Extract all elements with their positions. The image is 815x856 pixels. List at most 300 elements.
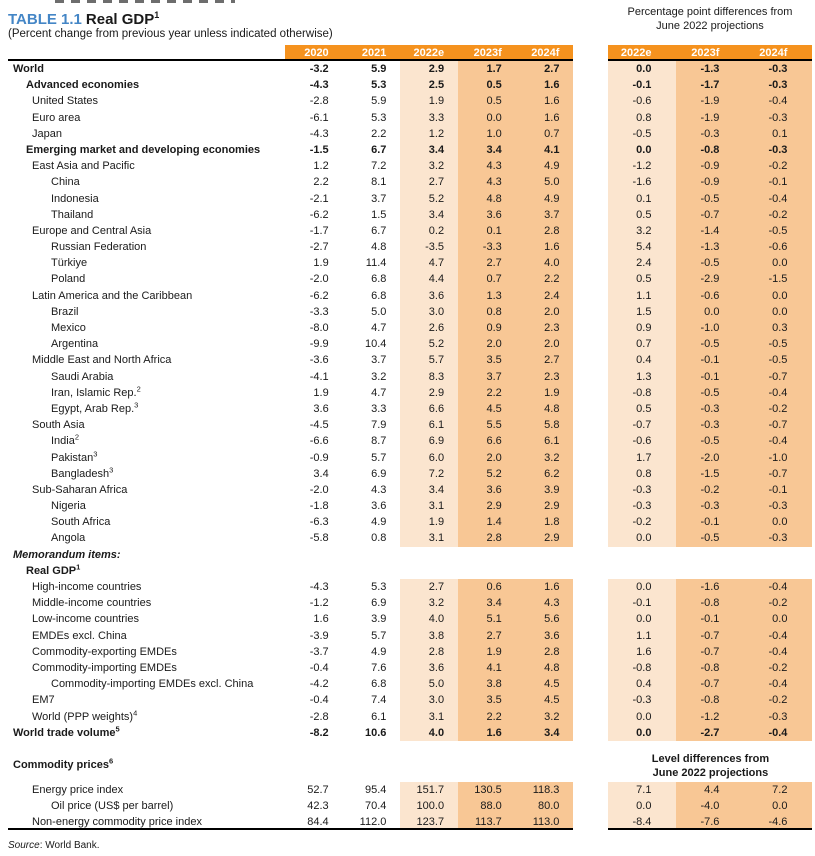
table-gap <box>573 676 608 692</box>
value-cell: 6.9 <box>371 467 387 480</box>
diff-cell: 0.0 <box>608 725 676 741</box>
row-label: Japan <box>32 127 62 140</box>
value-cell: 3.8 <box>400 628 458 644</box>
empty-cell <box>608 547 676 563</box>
diff-cell: 1.1 <box>608 628 676 644</box>
value-cell: 3.2 <box>400 158 458 174</box>
diff-cell: -0.1 <box>608 77 676 93</box>
table-gap <box>573 498 608 514</box>
diff-year-column-header: 2024f <box>744 45 812 61</box>
table-gap <box>573 725 608 741</box>
diff-year-column-header: 2023f <box>676 45 744 61</box>
value-cell: 42.3 <box>307 800 329 813</box>
value-cell: 4.4 <box>400 271 458 287</box>
table-gap <box>573 142 608 158</box>
value-cell: 3.6 <box>313 402 329 415</box>
value-cell: -5.8 <box>309 532 329 545</box>
table-gap <box>573 271 608 287</box>
value-cell: 3.2 <box>400 595 458 611</box>
value-cell: -3.7 <box>309 645 329 658</box>
empty-cell <box>343 547 401 563</box>
row-label: Saudi Arabia <box>51 370 114 383</box>
table-row <box>8 450 815 466</box>
value-cell: 1.9 <box>458 644 516 660</box>
value-cell: -2.7 <box>309 241 329 254</box>
value-cell: 3.9 <box>516 482 574 498</box>
value-cell: -6.6 <box>309 435 329 448</box>
table-gap <box>573 628 608 644</box>
value-cell: 6.1 <box>516 433 574 449</box>
value-cell: 2.0 <box>458 450 516 466</box>
diff-year-column-header: 2022e <box>608 45 676 61</box>
value-cell: -1.7 <box>309 224 329 237</box>
value-cell: 2.6 <box>400 320 458 336</box>
value-cell: 0.6 <box>458 579 516 595</box>
row-label: Non-energy commodity price index <box>8 814 285 830</box>
value-cell: 2.5 <box>400 77 458 93</box>
diff-cell: -0.5 <box>676 433 744 449</box>
value-cell: 52.7 <box>307 783 329 796</box>
value-cell: 4.8 <box>516 660 574 676</box>
footnote-marker: 6 <box>108 756 114 766</box>
table-row <box>8 126 815 142</box>
table-row <box>8 644 815 660</box>
table-row <box>8 401 815 417</box>
value-cell: 5.1 <box>458 611 516 627</box>
diff-cell: 0.0 <box>676 304 744 320</box>
row-label: World trade volume$^5$ <box>13 724 120 739</box>
value-cell: 5.2 <box>400 336 458 352</box>
diff-cell: -0.3 <box>608 498 676 514</box>
table-gap <box>573 61 608 77</box>
diff-cell: 0.5 <box>608 401 676 417</box>
value-cell: 0.5 <box>458 77 516 93</box>
value-cell: 2.0 <box>516 336 574 352</box>
value-cell: 4.1 <box>516 142 574 158</box>
row-label: Mexico <box>51 322 86 334</box>
value-cell: 0.2 <box>400 223 458 239</box>
value-cell: 5.6 <box>516 611 574 627</box>
table-gap <box>573 433 608 449</box>
table-row <box>8 709 815 725</box>
value-cell: 3.6 <box>458 207 516 223</box>
value-cell: -6.2 <box>309 289 329 302</box>
value-cell: -6.1 <box>309 111 329 124</box>
value-cell: 3.6 <box>516 628 574 644</box>
diff-cell: 0.0 <box>744 304 812 320</box>
value-cell: 1.6 <box>516 579 574 595</box>
table-row <box>8 611 815 627</box>
table-gap <box>573 547 608 563</box>
footnote-marker: 3 <box>134 400 139 410</box>
diff-cell: -0.5 <box>744 336 812 352</box>
diff-cell: -0.3 <box>676 126 744 142</box>
diff-cell: -0.4 <box>744 579 812 595</box>
value-cell: 84.4 <box>285 814 343 830</box>
table-row <box>8 223 815 239</box>
table-gap <box>573 530 608 546</box>
value-cell: 4.7 <box>371 386 387 399</box>
value-cell: 3.0 <box>400 692 458 708</box>
value-cell: 2.9 <box>516 498 574 514</box>
table-gap <box>573 385 608 401</box>
value-cell: 1.9 <box>400 93 458 109</box>
value-cell: -0.9 <box>309 451 329 464</box>
table-gap <box>573 749 608 782</box>
value-cell: 0.5 <box>458 93 516 109</box>
diff-cell: 0.0 <box>744 611 812 627</box>
value-cell: 113.0 <box>516 814 574 830</box>
diff-cell: -0.1 <box>744 174 812 190</box>
diff-cell: -0.4 <box>744 385 812 401</box>
footnote-marker: 3 <box>109 465 114 475</box>
row-label: Latin America and the Caribbean <box>32 289 193 302</box>
diff-cell: -1.7 <box>676 77 744 93</box>
diff-cell: 0.4 <box>608 352 676 368</box>
diff-cell: -0.5 <box>744 223 812 239</box>
table-gap <box>573 288 608 304</box>
diff-cell: -0.3 <box>744 110 812 126</box>
table-row <box>8 725 815 741</box>
diff-cell: -0.3 <box>744 77 812 93</box>
table-gap <box>573 417 608 433</box>
table-row <box>8 692 815 708</box>
diff-cell: -0.1 <box>608 595 676 611</box>
diff-cell: -0.3 <box>744 530 812 546</box>
table-row <box>8 498 815 514</box>
value-cell: 151.7 <box>400 782 458 798</box>
row-label: Oil price (US$ per barrel) <box>51 800 174 813</box>
table-gap <box>573 563 608 579</box>
table-gap <box>573 369 608 385</box>
diff-cell: 0.0 <box>608 709 676 725</box>
value-cell: 4.8 <box>516 401 574 417</box>
diff-cell: -0.7 <box>608 417 676 433</box>
diff-panel-header <box>596 6 815 33</box>
table-gap <box>573 644 608 660</box>
value-cell: 6.1 <box>400 417 458 433</box>
table-row <box>8 660 815 676</box>
table-gap <box>573 93 608 109</box>
value-cell: -4.2 <box>309 678 329 691</box>
diff-cell: -1.9 <box>676 110 744 126</box>
value-cell: 1.9 <box>400 514 458 530</box>
value-cell: 1.2 <box>400 126 458 142</box>
table-gap <box>573 110 608 126</box>
diff-cell: -2.7 <box>676 725 744 741</box>
table-row <box>8 142 815 158</box>
value-cell: 88.0 <box>458 798 516 814</box>
value-cell: -8.2 <box>309 726 329 739</box>
table-gap <box>573 514 608 530</box>
value-cell: 3.6 <box>400 288 458 304</box>
value-cell: 3.4 <box>400 142 458 158</box>
value-cell: 3.7 <box>516 207 574 223</box>
value-cell: 6.8 <box>371 273 387 286</box>
table-row <box>8 271 815 287</box>
diff-cell: -1.5 <box>744 271 812 287</box>
value-cell: 118.3 <box>516 782 574 798</box>
value-cell: 7.2 <box>400 466 458 482</box>
level-differences-note-line: Level differences from <box>651 752 770 765</box>
row-label: Nigeria <box>51 500 86 513</box>
table-gap <box>573 255 608 271</box>
empty-cell <box>676 563 744 579</box>
diff-cell: -1.9 <box>676 93 744 109</box>
value-cell: 5.9 <box>371 95 387 108</box>
value-cell: 5.5 <box>458 417 516 433</box>
value-cell: 1.0 <box>458 126 516 142</box>
footnote-marker: 2 <box>136 384 141 394</box>
table-gap <box>573 692 608 708</box>
value-cell: 3.7 <box>371 354 387 367</box>
diff-cell: -2.0 <box>676 450 744 466</box>
diff-cell: -1.6 <box>608 174 676 190</box>
diff-cell: -0.3 <box>608 482 676 498</box>
row-label: World <box>13 63 44 75</box>
row-label: China <box>51 176 80 189</box>
value-cell: 3.5 <box>458 352 516 368</box>
diff-cell: 0.8 <box>608 466 676 482</box>
diff-cell: 3.2 <box>608 223 676 239</box>
diff-cell: -0.1 <box>676 514 744 530</box>
value-cell: 2.7 <box>400 579 458 595</box>
value-cell: -3.9 <box>309 629 329 642</box>
diff-cell: -0.2 <box>744 595 812 611</box>
diff-cell: -1.4 <box>676 223 744 239</box>
value-cell: 2.3 <box>516 369 574 385</box>
value-cell: 6.8 <box>371 678 387 691</box>
row-label: Argentina <box>51 338 99 351</box>
value-cell: -6.2 <box>309 208 329 221</box>
row-label: Thailand <box>51 208 94 221</box>
value-cell: 70.4 <box>364 800 387 813</box>
empty-cell <box>400 563 458 579</box>
diff-cell: -1.0 <box>676 320 744 336</box>
value-cell: -0.4 <box>309 661 329 674</box>
diff-cell: -0.3 <box>744 709 812 725</box>
diff-cell: 2.4 <box>608 255 676 271</box>
diff-cell: 0.0 <box>608 142 676 158</box>
empty-cell <box>744 547 812 563</box>
value-cell: 2.7 <box>458 255 516 271</box>
value-cell: 6.2 <box>516 466 574 482</box>
row-label: Emerging market and developing economies <box>26 143 261 156</box>
value-cell: 4.8 <box>371 241 387 254</box>
row-label: Pakistan$^3$ <box>51 449 98 464</box>
value-cell: 6.7 <box>371 224 387 237</box>
value-cell: 3.5 <box>458 692 516 708</box>
empty-cell <box>285 749 343 782</box>
empty-cell <box>516 563 574 579</box>
table-gap <box>573 223 608 239</box>
empty-cell <box>458 547 516 563</box>
diff-cell: -0.6 <box>676 288 744 304</box>
diff-cell: 4.4 <box>676 782 744 798</box>
value-cell: 5.7 <box>371 629 387 642</box>
diff-cell: 0.1 <box>744 126 812 142</box>
diff-cell: -0.5 <box>676 530 744 546</box>
value-cell: 4.1 <box>458 660 516 676</box>
diff-cell: 0.5 <box>608 207 676 223</box>
diff-cell: -0.2 <box>608 514 676 530</box>
diff-cell: -1.5 <box>676 466 744 482</box>
empty-cell <box>343 563 401 579</box>
diff-cell: -0.1 <box>676 611 744 627</box>
diff-cell: -0.4 <box>744 93 812 109</box>
value-cell: -1.5 <box>309 143 329 156</box>
diff-cell: 0.0 <box>608 579 676 595</box>
row-label: India$^2$ <box>51 433 80 448</box>
diff-cell: -1.2 <box>608 158 676 174</box>
row-label: Egypt, Arab Rep.$^3$ <box>51 400 139 415</box>
diff-cell: -0.2 <box>744 158 812 174</box>
empty-cell <box>400 547 458 563</box>
value-cell: -8.0 <box>309 322 329 334</box>
diff-cell: -0.5 <box>676 255 744 271</box>
row-label: Türkiye <box>51 257 88 270</box>
table-row <box>8 255 815 271</box>
table-row <box>8 814 815 830</box>
table-row <box>8 207 815 223</box>
value-cell: 5.2 <box>458 466 516 482</box>
year-column-header: 2023f <box>458 45 516 61</box>
table-gap <box>573 660 608 676</box>
value-cell: 0.7 <box>516 126 574 142</box>
table-row <box>8 385 815 401</box>
diff-cell: -1.0 <box>744 450 812 466</box>
value-cell: 2.4 <box>516 288 574 304</box>
source-text: : World Bank. <box>39 840 100 852</box>
value-cell: 8.3 <box>400 369 458 385</box>
value-cell: 3.7 <box>458 369 516 385</box>
value-cell: 5.3 <box>371 581 387 593</box>
diff-cell: -0.8 <box>608 385 676 401</box>
diff-cell: 0.4 <box>608 676 676 692</box>
value-cell: 4.0 <box>400 725 458 741</box>
value-cell: 0.9 <box>458 320 516 336</box>
value-cell: 2.7 <box>516 352 574 368</box>
table-number-label: TABLE 1.1 <box>8 11 82 28</box>
table-gap <box>573 207 608 223</box>
value-cell: 4.5 <box>516 692 574 708</box>
table-gap <box>573 304 608 320</box>
table-row <box>8 595 815 611</box>
diff-cell: -0.2 <box>744 692 812 708</box>
table-row <box>8 288 815 304</box>
value-cell: 5.0 <box>371 305 387 318</box>
diff-cell: 0.0 <box>744 514 812 530</box>
value-cell: 2.2 <box>458 385 516 401</box>
value-cell: 6.9 <box>400 433 458 449</box>
year-column-header: 2022e <box>400 45 458 61</box>
empty-cell <box>516 749 574 782</box>
diff-cell: -0.4 <box>744 191 812 207</box>
diff-cell: -0.5 <box>676 336 744 352</box>
value-cell: 95.4 <box>364 783 387 796</box>
table-gap <box>573 77 608 93</box>
diff-cell: 1.5 <box>608 304 676 320</box>
empty-cell <box>676 547 744 563</box>
value-cell: 2.9 <box>516 530 574 546</box>
value-cell: 3.4 <box>400 482 458 498</box>
table-gap <box>573 611 608 627</box>
value-cell: 5.2 <box>400 191 458 207</box>
value-cell: 7.4 <box>371 694 387 707</box>
table-row <box>8 320 815 336</box>
value-cell: 3.1 <box>400 709 458 725</box>
value-cell: 7.6 <box>371 661 387 674</box>
value-cell: 4.3 <box>458 158 516 174</box>
value-cell: 6.8 <box>371 289 387 302</box>
value-cell: 2.2 <box>371 127 387 140</box>
diff-cell: -0.4 <box>744 433 812 449</box>
table-row <box>8 628 815 644</box>
value-cell: 1.9 <box>313 257 329 270</box>
value-cell: -4.5 <box>309 419 329 432</box>
row-label: Middle East and North Africa <box>32 354 172 367</box>
empty-cell <box>458 563 516 579</box>
diff-cell: -0.2 <box>744 401 812 417</box>
diff-cell: -0.9 <box>676 174 744 190</box>
value-cell: 2.2 <box>313 176 329 189</box>
table-row <box>8 369 815 385</box>
table-gap <box>573 579 608 595</box>
diff-cell: -0.3 <box>744 61 812 77</box>
diff-cell: -0.8 <box>676 595 744 611</box>
table-row <box>8 579 815 595</box>
diff-cell: 0.1 <box>608 191 676 207</box>
diff-cell: -0.3 <box>676 417 744 433</box>
row-label: EMDEs excl. China <box>32 629 127 642</box>
row-label: Commodity prices$^6$ <box>13 756 114 771</box>
value-cell: -2.8 <box>309 710 329 723</box>
value-cell: 2.7 <box>400 174 458 190</box>
value-cell: 5.8 <box>516 417 574 433</box>
diff-cell: -1.3 <box>676 239 744 255</box>
value-cell: -2.0 <box>309 273 329 286</box>
row-label: Commodity-importing EMDEs excl. China <box>51 678 254 691</box>
source-line <box>8 840 815 851</box>
row-label: High-income countries <box>32 581 142 593</box>
empty-cell <box>343 749 401 782</box>
table-row <box>8 304 815 320</box>
table-row <box>8 749 815 782</box>
diff-cell: -0.7 <box>676 628 744 644</box>
value-cell: 3.2 <box>516 450 574 466</box>
source-prefix: Source <box>8 840 40 852</box>
row-label: EM7 <box>32 694 55 707</box>
diff-cell: -1.3 <box>676 61 744 77</box>
footnote-marker: 4 <box>133 708 138 717</box>
table-row <box>8 352 815 368</box>
value-cell: 1.4 <box>458 514 516 530</box>
diff-cell: 0.9 <box>608 320 676 336</box>
value-cell: 3.3 <box>371 402 387 415</box>
value-cell: 2.0 <box>458 336 516 352</box>
table-header-row <box>8 45 815 61</box>
value-cell: 3.3 <box>400 110 458 126</box>
diff-cell: -0.7 <box>744 369 812 385</box>
value-cell: 4.5 <box>458 401 516 417</box>
table-body <box>8 61 815 830</box>
value-cell: 5.7 <box>400 352 458 368</box>
year-column-header: 2021 <box>343 45 401 61</box>
row-label: World (PPP weights)$^4$ <box>32 708 138 723</box>
table-row <box>8 174 815 190</box>
value-cell: 2.8 <box>516 644 574 660</box>
diff-cell: 1.6 <box>608 644 676 660</box>
